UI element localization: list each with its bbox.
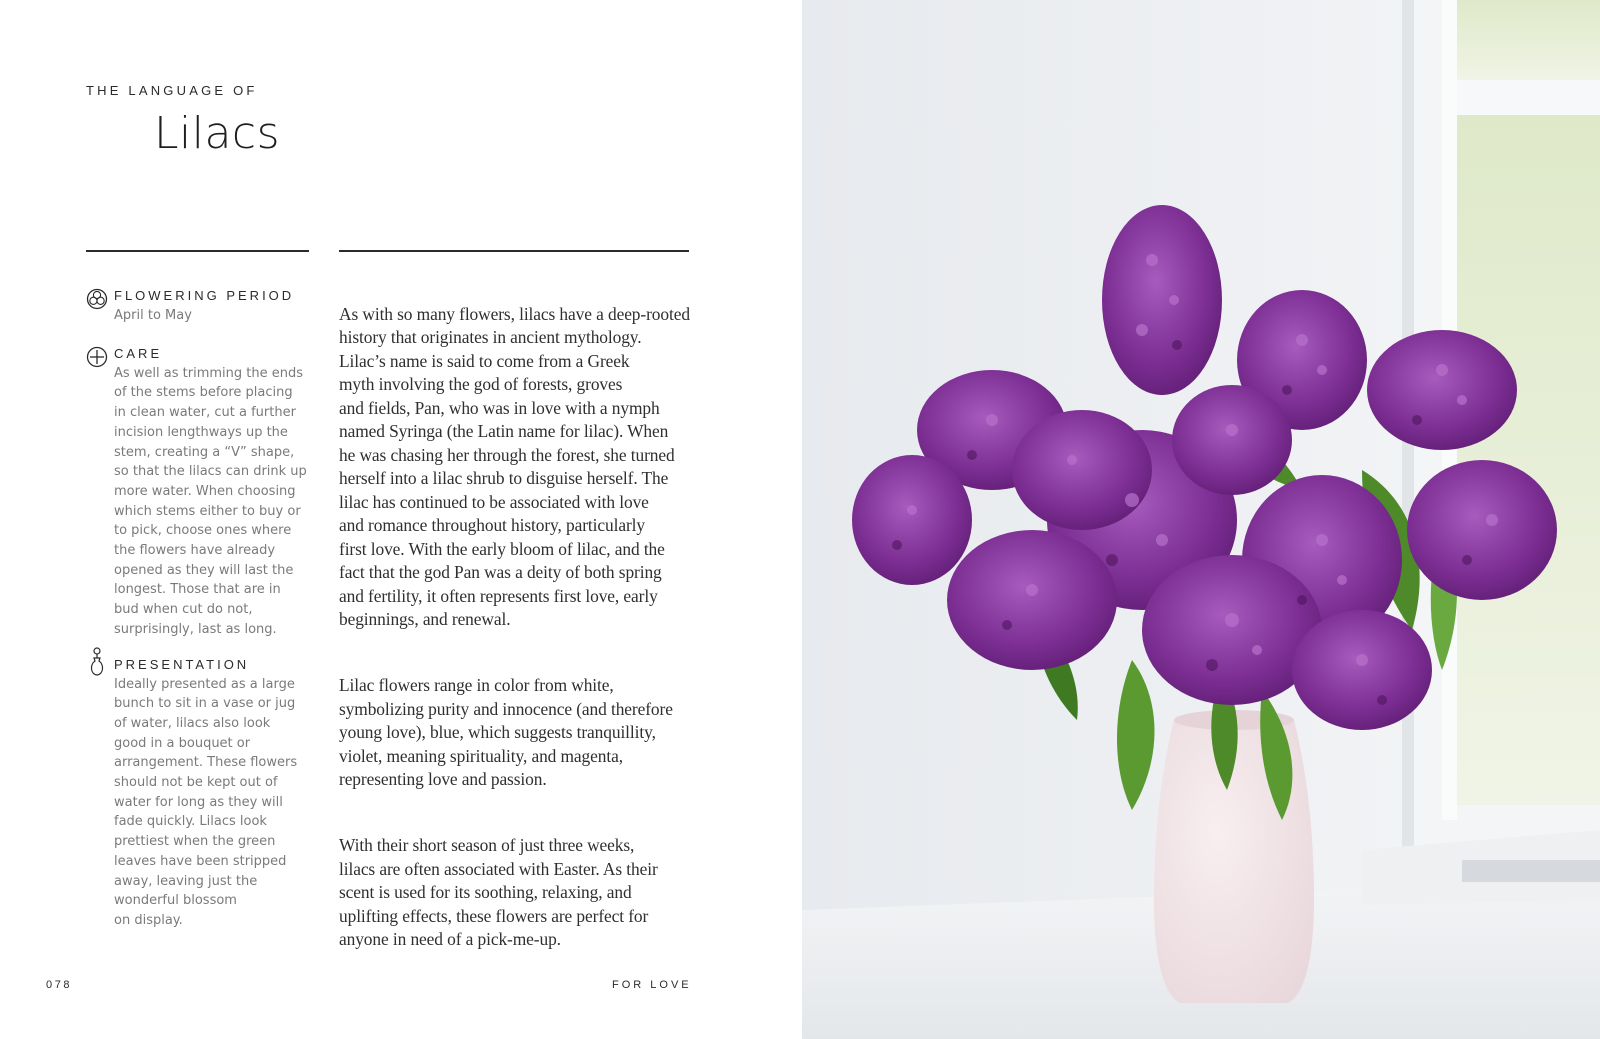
main-divider bbox=[339, 250, 689, 252]
care-section bbox=[86, 344, 316, 640]
care-text: As well as trimming the ends of the stems before placing in clean water, cut a further incision lengthways up the stem, creating a “V” shape, so that the lilacs can drink up more water. When choosing which stems either to buy or to pick, choose ones where the flowers have already opened as they will last the longest. Those that are in bud when cut do not, surprisingly, last as long. bbox=[114, 365, 307, 637]
presentation-section bbox=[86, 655, 316, 931]
flowering-period-heading: FLOWERING PERIOD bbox=[114, 288, 295, 303]
page-title: Lilacs bbox=[154, 108, 281, 159]
flower-icon bbox=[86, 288, 108, 310]
vase-icon bbox=[86, 647, 108, 677]
presentation-heading: PRESENTATION bbox=[114, 656, 250, 672]
eyebrow-text: THE LANGUAGE OF bbox=[86, 83, 258, 98]
page-number: 078 bbox=[46, 979, 73, 991]
lilac-photo bbox=[802, 0, 1600, 1039]
flowering-period-section bbox=[86, 286, 316, 326]
care-heading: CARE bbox=[114, 345, 163, 361]
main-body bbox=[339, 279, 699, 994]
presentation-text: Ideally presented as a large bunch to sit in a vase or jug of water, lilacs also look good in a bouquet or arrangement. These flowers should not be kept out of water for long as they will fade quickly. Lilacs look prettiest when the green leaves have been stripped away, leaving just the wonderful blossom on display. bbox=[114, 676, 298, 928]
body-paragraph-2: Lilac flowers range in color from white, symbolizing purity and innocence (and therefore young love), blue, which suggests tranquillity, violet, meaning spirituality, and magenta, representing love and passion. bbox=[339, 675, 673, 789]
flowering-period-text: April to May bbox=[114, 308, 192, 323]
body-paragraph-3: With their short season of just three weeks, lilacs are often associated with Easter. As their scent is used for its soothing, relaxing, and uplifting effects, these flowers are perfect for anyone in need of a pick-me-up. bbox=[339, 835, 658, 949]
sidebar bbox=[86, 286, 316, 931]
body-paragraph-1: As with so many flowers, lilacs have a deep-rooted history that originates in ancient mythology. Lilac’s name is said to come from a Greek myth involving the god of forests, groves and fields, Pan, who was in love with a nymph named Syringa (the Latin name for lilac). When he was chasing her through the forest, she turned herself into a lilac shrub to disguise herself. The lilac has continued to be associated with love and romance throughout history, particularly first love. With the early bloom of lilac, and the fact that the god Pan was a deity of both spring and fertility, it often represents first love, early beginnings, and renewal. bbox=[339, 303, 690, 629]
sidebar-divider bbox=[86, 250, 309, 252]
plus-circle-icon bbox=[86, 346, 108, 368]
lilac-illustration bbox=[802, 0, 1600, 1039]
running-footer: FOR LOVE bbox=[612, 979, 692, 991]
